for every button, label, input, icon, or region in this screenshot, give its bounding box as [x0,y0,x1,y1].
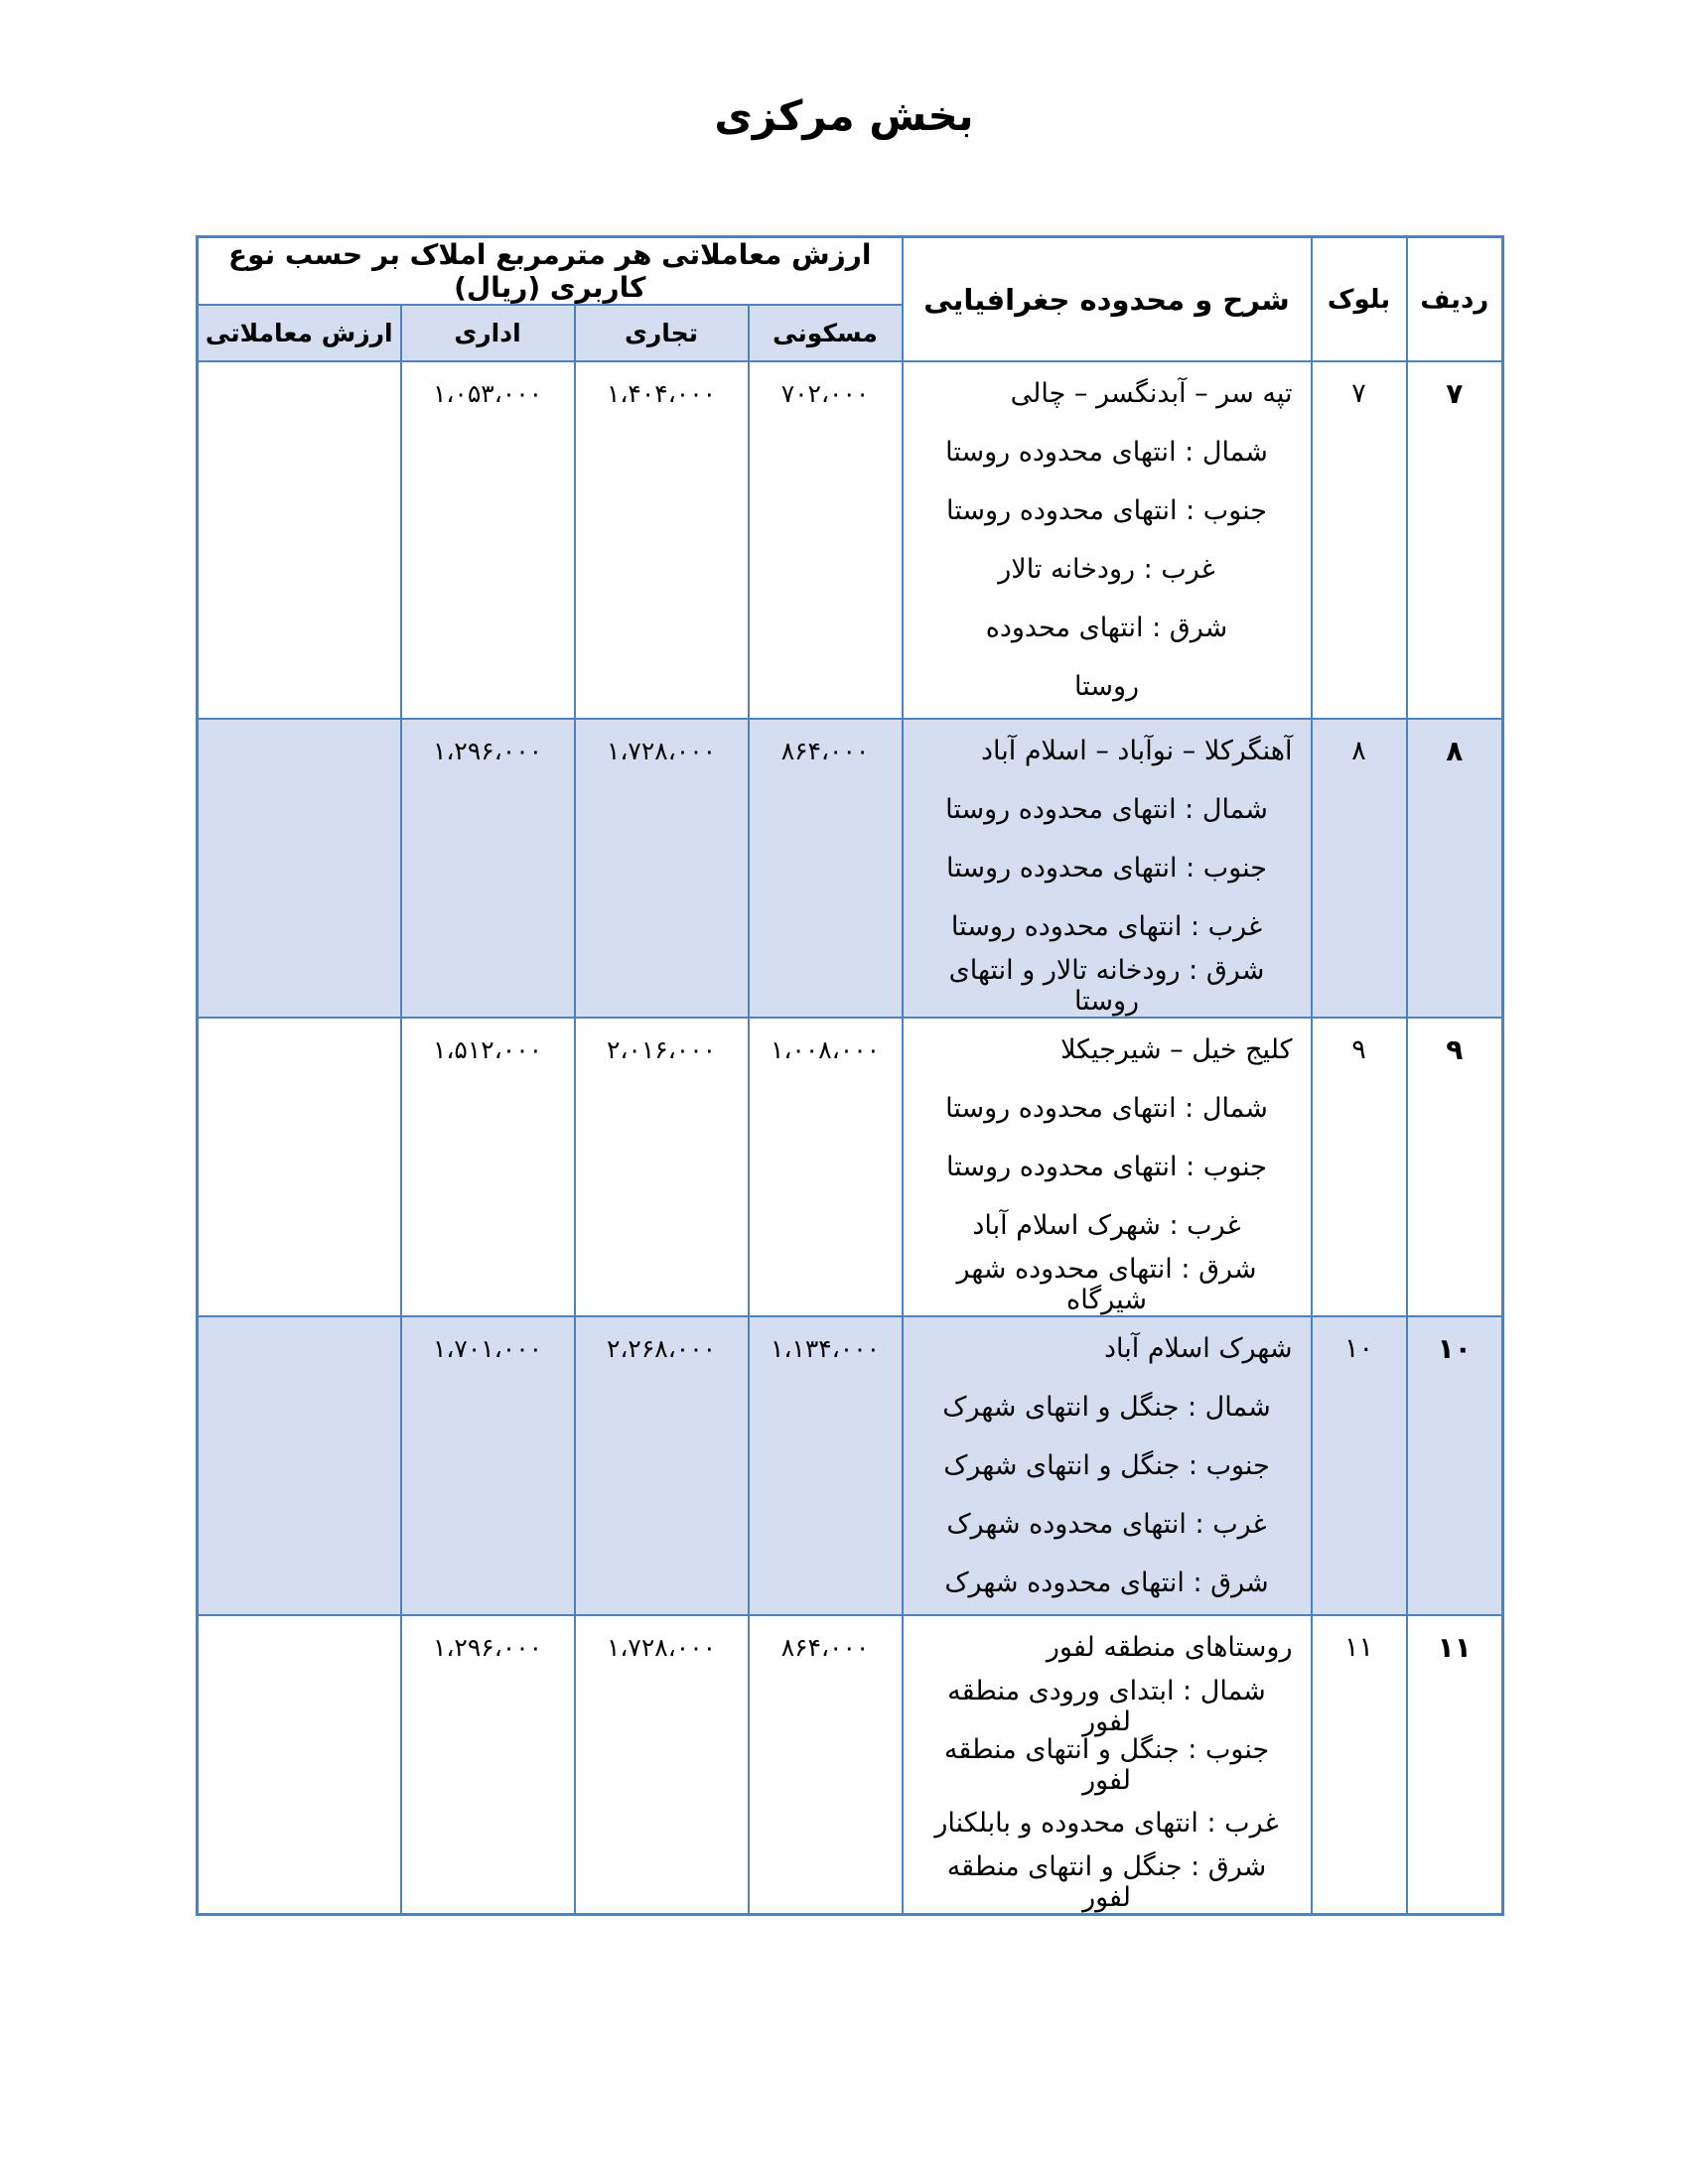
table-body [198,361,1503,1915]
block-number: ۷ [1351,378,1366,409]
block-cell [1312,719,1407,1018]
residential-value: ۱،۱۳۴،۰۰۰ [770,1334,881,1363]
transaction-value-cell [198,1018,401,1316]
radif-cell [1407,1018,1503,1316]
transaction-value-cell [198,1316,401,1615]
area-title: تپه سر – آبدنگسر – چالی [1010,378,1293,409]
commercial-value: ۲،۲۶۸،۰۰۰ [606,1334,717,1363]
radif-cell [1407,1316,1503,1615]
radif-cell [1407,1615,1503,1915]
column-header-residential: مسکونی [749,305,903,361]
description-cell [903,1316,1312,1615]
transaction-value-cell [198,361,401,719]
area-title: آهنگرکلا – نوآباد – اسلام آباد [980,736,1293,766]
radif-number: ۱۰ [1437,1332,1472,1365]
commercial-value-cell [575,361,749,719]
boundary-line: شمال : انتهای محدوده روستا [945,794,1268,825]
transaction-value [199,1618,400,1677]
boundary-line: جنوب : جنگل و انتهای منطقه لفور [943,1733,1270,1796]
commercial-value-cell [575,1316,749,1615]
description-cell [903,719,1312,1018]
boundary-line: شرق : انتهای محدوده شهرک [944,1568,1269,1598]
commercial-value: ۲،۰۱۶،۰۰۰ [606,1035,717,1064]
block-cell [1312,361,1407,719]
boundary-line: شمال : انتهای محدوده روستا [945,1093,1268,1124]
column-header-description: شرح و محدوده جغرافیایی [903,237,1312,362]
column-header-values-group: ارزش معاملاتی هر مترمربع املاک بر حسب نوع کاربری (ریال) [198,237,903,306]
radif-cell [1407,719,1503,1018]
radif-number: ۷ [1446,377,1464,410]
administrative-value: ۱،۵۱۲،۰۰۰ [432,1035,543,1064]
column-header-commercial: تجاری [575,305,749,361]
boundary-line: شرق : انتهای محدوده [985,613,1228,643]
description-cell [903,361,1312,719]
boundary-line: جنوب : جنگل و انتهای شهرک [943,1450,1270,1481]
administrative-value-cell [401,1615,575,1915]
table-row [198,1018,1503,1316]
administrative-value-cell [401,1018,575,1316]
valuation-table [196,235,1504,1916]
boundary-line: روستا [1073,671,1140,702]
radif-cell [1407,361,1503,719]
table-row [198,719,1503,1018]
boundary-line: شمال : انتهای محدوده روستا [945,437,1268,468]
boundary-line: غرب : انتهای محدوده شهرک [946,1509,1267,1540]
administrative-value: ۱،۲۹۶،۰۰۰ [432,737,543,765]
residential-value: ۸۶۴،۰۰۰ [780,1633,870,1662]
commercial-value: ۱،۷۲۸،۰۰۰ [606,1633,717,1662]
block-cell [1312,1018,1407,1316]
boundary-line: جنوب : انتهای محدوده روستا [946,1152,1267,1182]
administrative-value-cell [401,361,575,719]
transaction-value-cell [198,1615,401,1915]
block-number: ۱۰ [1344,1333,1374,1364]
boundary-line: شمال : ابتدای ورودی منطقه لفور [947,1675,1266,1737]
header-row-group [198,237,1503,306]
radif-number: ۹ [1446,1033,1464,1066]
residential-value-cell [749,1018,903,1316]
commercial-value-cell [575,719,749,1018]
radif-number: ۱۱ [1437,1631,1472,1664]
residential-value-cell [749,361,903,719]
boundary-line: غرب : شهرک اسلام آباد [972,1210,1241,1241]
area-title: شهرک اسلام آباد [1103,1333,1293,1364]
column-header-radif: ردیف [1407,237,1503,362]
transaction-value [199,1319,400,1378]
table-row [198,1615,1503,1915]
boundary-line: جنوب : انتهای محدوده روستا [946,853,1267,884]
block-cell [1312,1615,1407,1915]
block-number: ۸ [1351,736,1366,766]
transaction-value [199,722,400,780]
administrative-value: ۱،۲۹۶،۰۰۰ [432,1633,543,1662]
table-row [198,361,1503,719]
administrative-value: ۱،۷۰۱،۰۰۰ [432,1334,543,1363]
page-title: بخش مرکزی [714,91,974,140]
column-header-block: بلوک [1312,237,1407,362]
boundary-line: شرق : انتهای محدوده شهر شیرگاه [956,1253,1257,1315]
residential-value-cell [749,1615,903,1915]
residential-value-cell [749,1316,903,1615]
table-row [198,1316,1503,1615]
block-cell [1312,1316,1407,1615]
boundary-line: شرق : رودخانه تالار و انتهای روستا [948,954,1265,1017]
radif-number: ۸ [1446,735,1464,767]
boundary-line: شمال : جنگل و انتهای شهرک [942,1392,1271,1423]
area-title: روستاهای منطقه لفور [1046,1632,1293,1663]
transaction-value-cell [198,719,401,1018]
commercial-value-cell [575,1018,749,1316]
boundary-line: غرب : انتهای محدوده و بابلکنار [934,1808,1279,1839]
boundary-line: جنوب : انتهای محدوده روستا [946,495,1267,526]
commercial-value: ۱،۷۲۸،۰۰۰ [606,737,717,765]
residential-value-cell [749,719,903,1018]
administrative-value-cell [401,1316,575,1615]
administrative-value-cell [401,719,575,1018]
area-title: کلیج خیل – شیرجیکلا [1060,1034,1293,1065]
transaction-value [199,1021,400,1079]
column-header-administrative: اداری [401,305,575,361]
administrative-value: ۱،۰۵۳،۰۰۰ [432,379,543,408]
residential-value: ۷۰۲،۰۰۰ [780,379,870,408]
transaction-value [199,364,400,423]
block-number: ۱۱ [1344,1632,1374,1663]
column-header-transaction-value: ارزش معاملاتی [198,305,401,361]
block-number: ۹ [1351,1034,1366,1065]
valuation-table-container [199,235,1504,1916]
description-cell [903,1018,1312,1316]
commercial-value: ۱،۴۰۴،۰۰۰ [606,379,717,408]
boundary-line: غرب : انتهای محدوده روستا [950,911,1263,942]
residential-value: ۱،۰۰۸،۰۰۰ [770,1035,881,1064]
boundary-line: غرب : رودخانه تالار [998,554,1215,585]
commercial-value-cell [575,1615,749,1915]
boundary-line: شرق : جنگل و انتهای منطقه لفور [946,1850,1267,1913]
residential-value: ۸۶۴،۰۰۰ [780,737,870,765]
description-cell [903,1615,1312,1915]
